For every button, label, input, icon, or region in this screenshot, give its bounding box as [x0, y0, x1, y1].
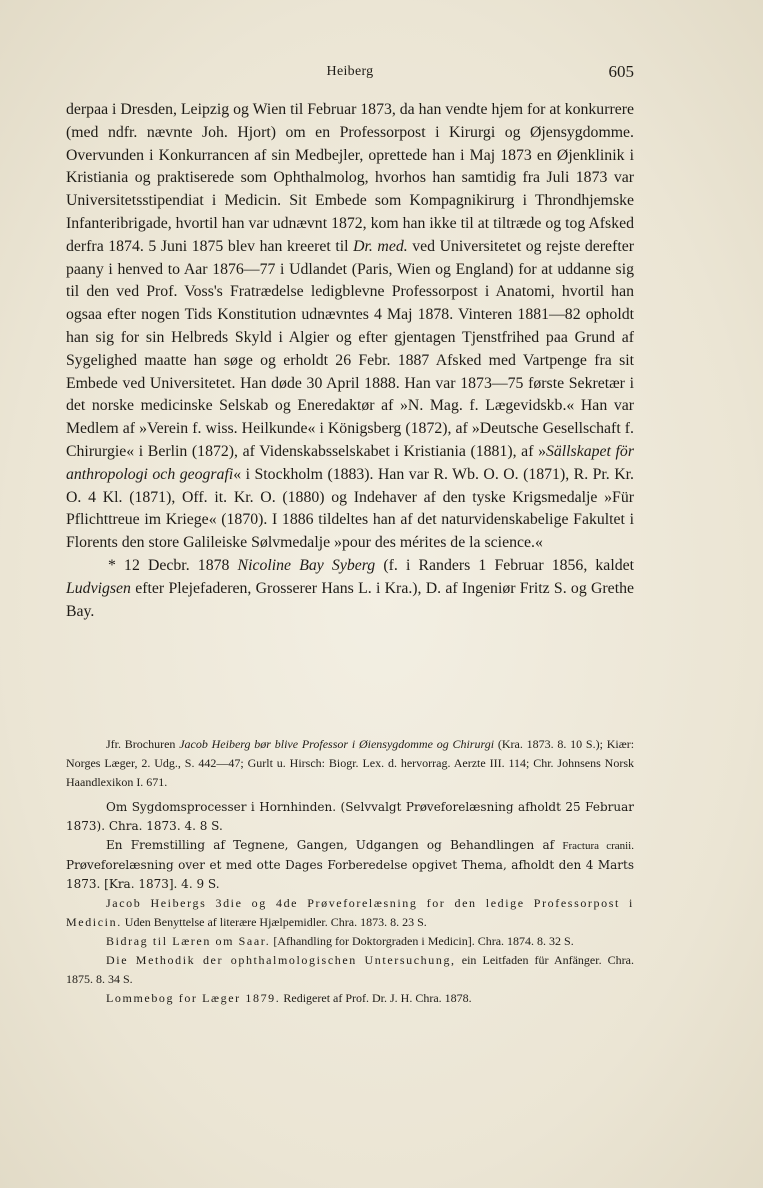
running-title: Heiberg [326, 64, 374, 79]
latin-run: Fractura cranii. [562, 840, 634, 852]
bibliography-item [66, 836, 634, 894]
spaced-title: Lommebog for Læger 1879. [106, 991, 281, 1005]
running-header [66, 64, 634, 86]
bibliography-item [66, 989, 634, 1008]
text-run: Prøveforelæsning over et med otte Dages Forberedelse opgivet Thema, afholdt den 4 Marts 1873. [Kra. 1873]. 4. 9 S. [66, 858, 634, 891]
text-run: * 12 Decbr. 1878 [108, 556, 230, 574]
text-run: Redigeret af Prof. Dr. J. H. Chra. 1878. [283, 991, 472, 1005]
paragraph [66, 99, 634, 555]
paragraph [66, 555, 634, 623]
italic-run: Sällskapet för anthropologi och geografi [66, 442, 634, 483]
text-run: ved Universitetet og rejste derefter paany i henved to Aar 1876—77 i Udlandet (Paris, Wien og England) for at uddanne sig til den ved Prof. Voss's Fratrædelse ledigblevne Professorpost i Anatomi, hvortil han ogsaa efter nogen Tids Konstitution udnævntes 4 Maj 1878. Vinteren 1881—82 opholdt han sig for sin Helbreds Skyld i Algier og efter gjentagen Tjenstfrihed paa Grund af Sygelighed maatte han søge og erholdt 26 Febr. 1887 Afsked med Vartpenge fra sit Embede ved Universitetet. Han døde 30 April 1888. Han var 1873—75 første Sekretær i det norske medicinske Selskab og Eneredaktør af »N. Mag. f. Lægevidskb.« Han var Medlem af »Verein f. wiss. Heilkunde« i Königsberg (1872), af »Deutsche Gesellschaft f. Chirurgie« i Berlin (1872), af Videnskabsselskabet i Kristiania (1881), af » [66, 237, 634, 460]
spaced-title: Jacob Heibergs 3die og 4de Prøveforelæsning for den ledige Professorpost i Medicin. [66, 896, 634, 929]
text-run: (Kra. 1873. 8. 10 S.); Kiær: Norges Læger, 2. Udg., S. 442—47; Gurlt u. Hirsch: Biogr. Lex. d. hervorrag. Aerzte III. 114; Chr. Johnsens Norsk Haandlexikon I. 671. [66, 737, 635, 789]
bibliography-item [66, 894, 634, 932]
biography-text [66, 99, 634, 623]
text-run: [Afhandling for Doktorgraden i Medicin]. Chra. 1874. 8. 32 S. [273, 934, 574, 948]
text-run: Uden Benyttelse af literære Hjælpemidler. Chra. 1873. 8. 23 S. [124, 915, 427, 929]
text-run: En Fremstilling af Tegnene, Gangen, Udgangen og Behandlingen af [106, 838, 555, 852]
italic-run: Ludvigsen [66, 579, 131, 597]
text-run: (f. i Randers 1 Februar 1856, kaldet [383, 556, 635, 574]
spaced-title: Bidrag til Læren om Saar. [106, 934, 271, 948]
italic-run: Jacob Heiberg bør blive Professor i Øiensygdomme og Chirurgi [179, 737, 495, 751]
italic-run: Nicoline Bay Syberg [237, 556, 376, 574]
text-run: Jfr. Brochuren [106, 737, 176, 751]
reference-note [66, 735, 634, 792]
italic-run: Dr. med. [353, 237, 408, 255]
text-run: « i Stockholm (1883). Han var R. Wb. O. O. (1871), R. Pr. Kr. O. 4 Kl. (1871), Off. it. Kr. O. (1880) og Indehaver af den tyske Krigsmedalje »Für Pflichttreue im Kriege« (1870). I 1886 tildeltes han af det naturvidenskabelige Fakultet i Florents den store Galileiske Sølvmedalje »pour des mérites de la science.« [66, 465, 634, 552]
page-number: 605 [608, 62, 634, 81]
text-run: derpaa i Dresden, Leipzig og Wien til Februar 1873, da han vendte hjem for at konkurrere (med ndfr. nævnte Joh. Hjort) om en Professorpost i Kirurgi og Øjensygdomme. Overvunden i Konkurrancen af sin Medbejler, oprettede han i Maj 1873 en Øjenklinik i Kristiania og praktiserede som Ophthalmolog, hvorhos han samtidig fra Juli 1873 var Universitetsstipendiat i Medicin. Sit Embede som Kompagnikirurg i Throndhjemske Infanteribrigade, hvortil han var udnævnt 1872, kom han ikke til at tiltræde og tog Afsked derfra 1874. 5 Juni 1875 blev han kreeret til [66, 101, 635, 255]
spaced-title: Die Methodik der ophthalmologischen Untersuchung, [106, 953, 456, 967]
text-run: efter Plejefaderen, Grosserer Hans L. i Kra.), D. af Ingeniør Fritz S. og Grethe Bay. [66, 579, 634, 620]
bibliography [66, 735, 634, 1008]
bibliography-item [66, 932, 634, 951]
bibliography-item [66, 951, 634, 989]
text-run: ein Leitfaden für Anfänger. Chra. 1875. 8. 34 S. [66, 953, 634, 986]
bibliography-item: Om Sygdomsprocesser i Hornhinden. (Selvvalgt Prøveforelæsning afholdt 25 Februar 1873). Chra. 1873. 4. 8 S. [66, 800, 634, 833]
